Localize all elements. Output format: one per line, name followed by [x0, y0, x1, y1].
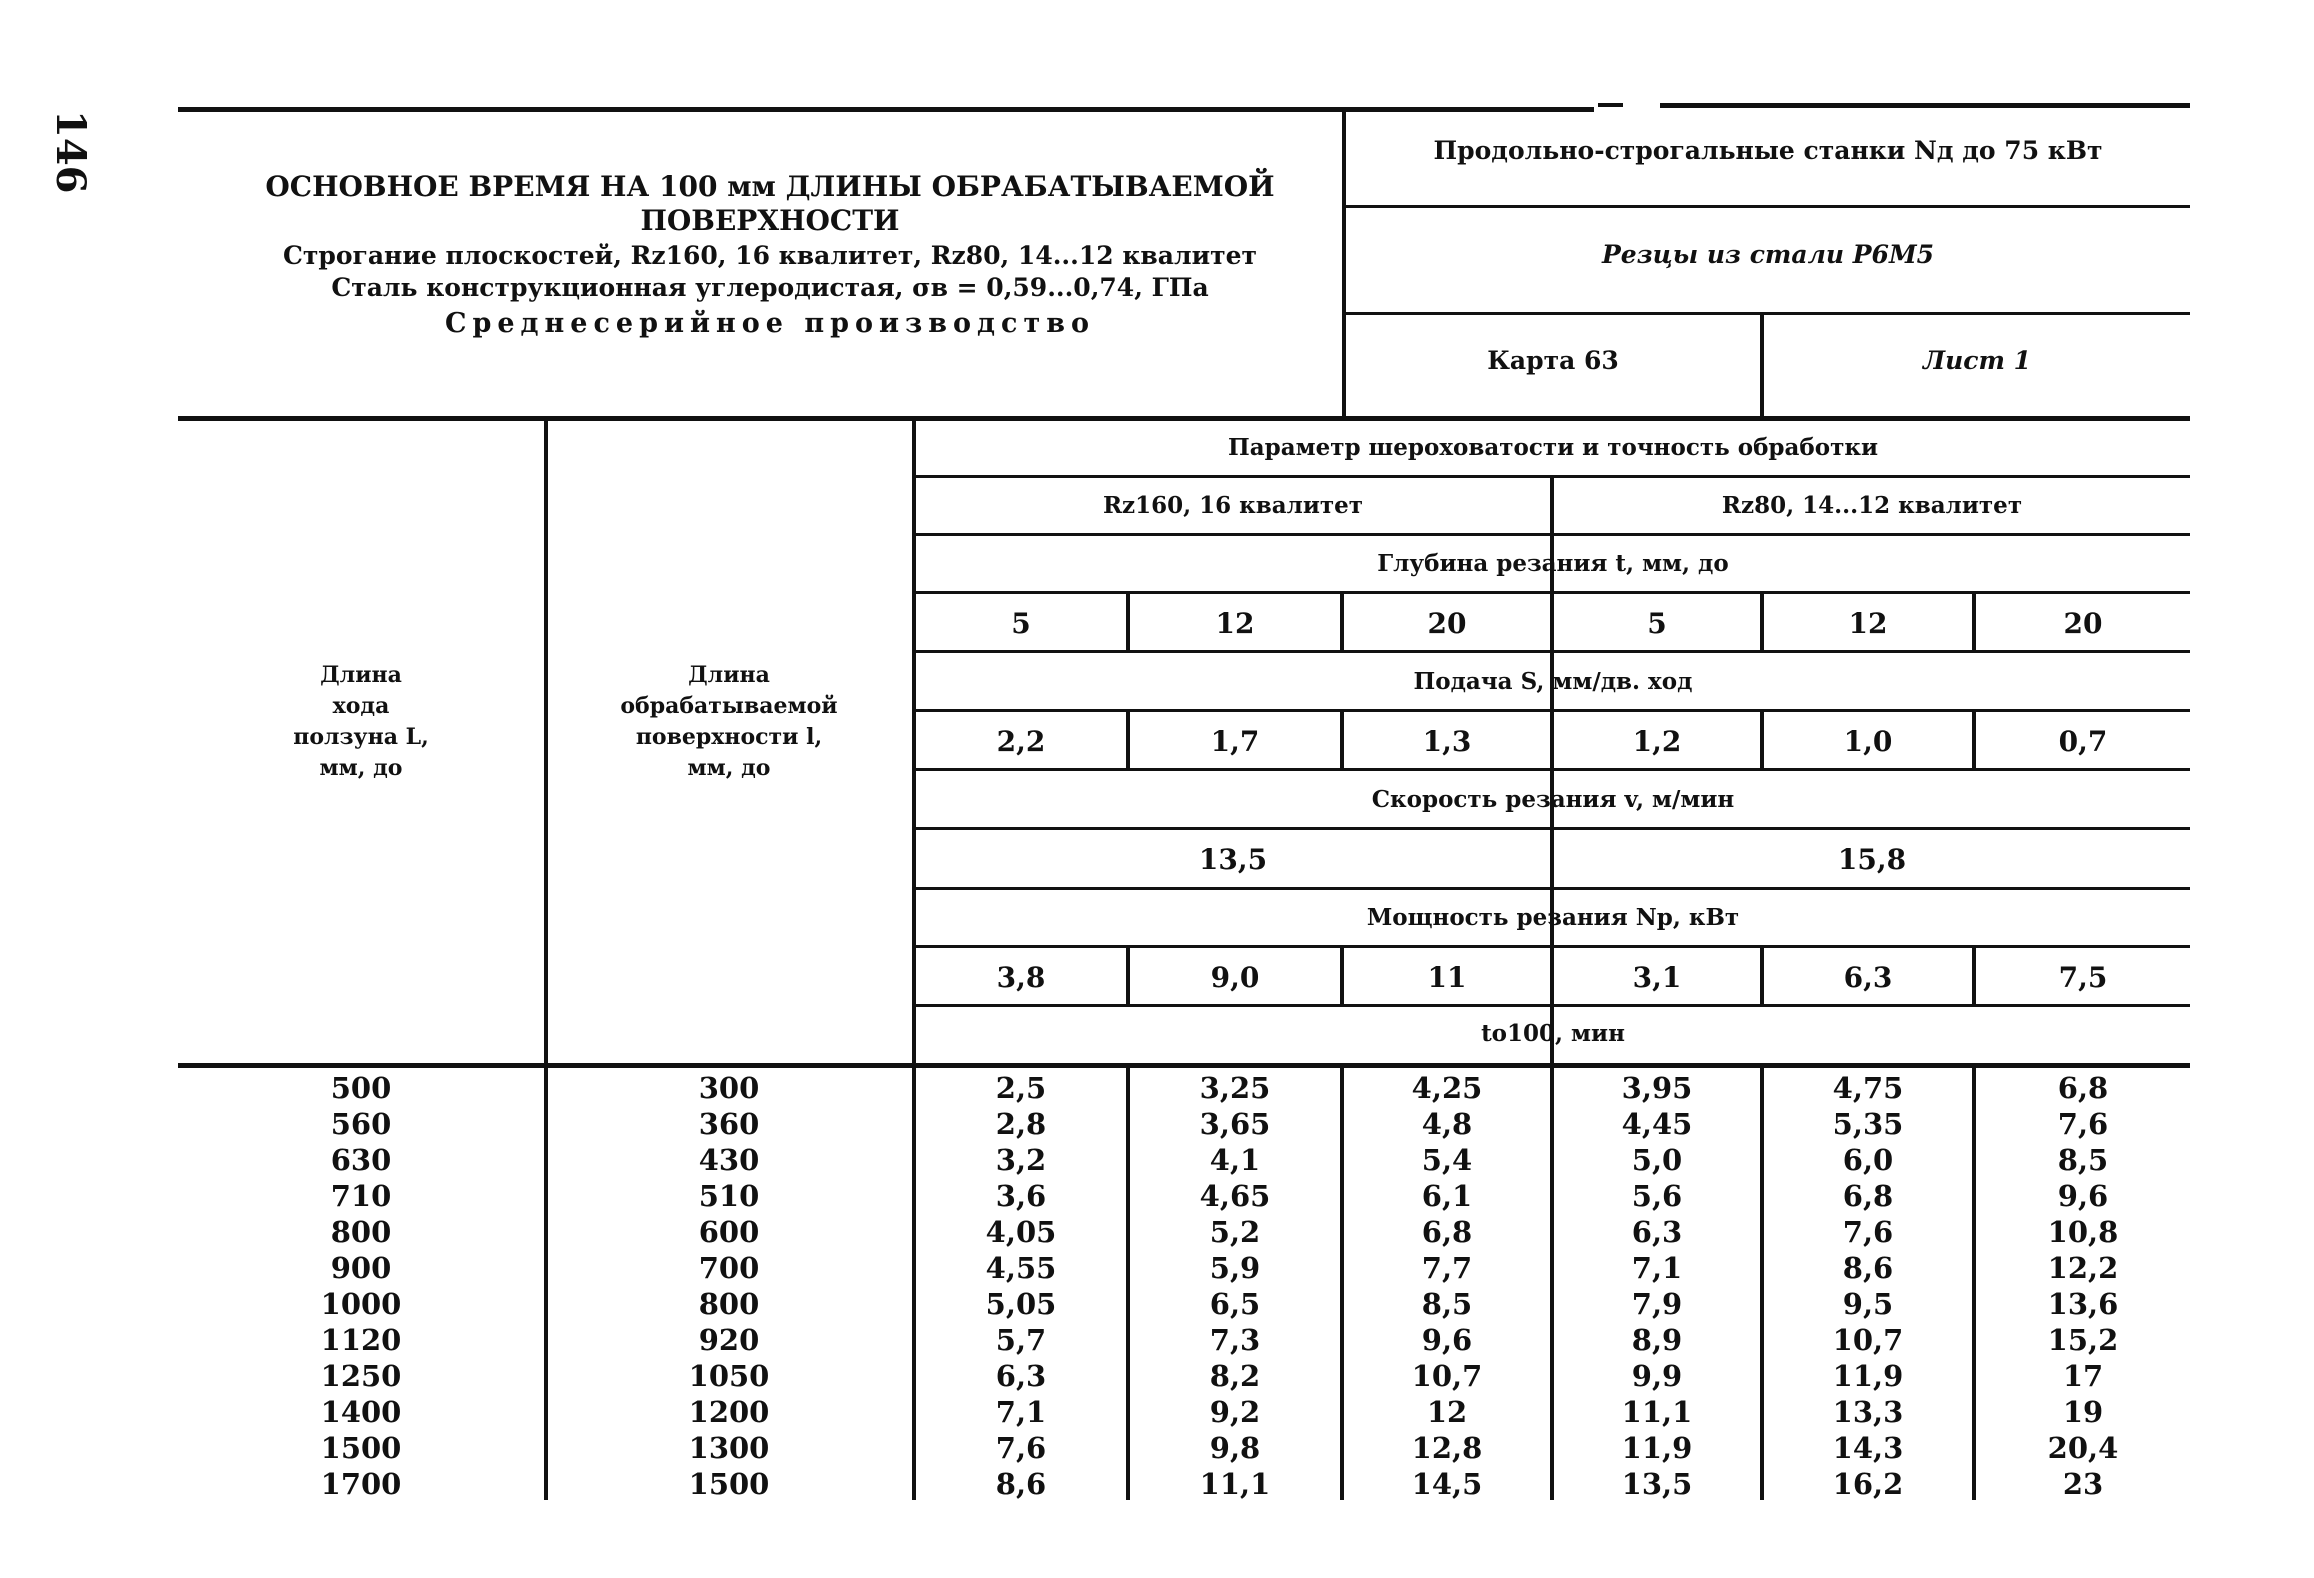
table-cell: 17	[2062, 1359, 2104, 1393]
depth-value: 20	[1427, 607, 1467, 640]
time-column-6	[1976, 1070, 2190, 1502]
page-number: 146	[47, 110, 94, 194]
table-cell: 23	[2062, 1467, 2104, 1501]
table-cell: 1200	[688, 1395, 770, 1429]
power-value: 3,1	[1632, 961, 1682, 994]
time-column-2	[1130, 1070, 1340, 1502]
power-value: 6,3	[1843, 961, 1893, 994]
table-cell: 7,1	[1631, 1251, 1683, 1285]
speed-value: 15,8	[1837, 843, 1907, 876]
table-cell: 430	[698, 1143, 760, 1177]
table-cell: 8,2	[1209, 1359, 1261, 1393]
header-rule-1	[1344, 205, 2190, 208]
table-cell: 4,55	[985, 1251, 1057, 1285]
table-cell: 1500	[688, 1467, 770, 1501]
table-cell: 11,1	[1199, 1467, 1271, 1501]
table-cell: 7,9	[1631, 1287, 1683, 1321]
table-cell: 16,2	[1832, 1467, 1904, 1501]
table-cell: 9,8	[1209, 1431, 1261, 1465]
feed-value: 1,0	[1843, 725, 1893, 758]
table-cell: 6,0	[1842, 1143, 1894, 1177]
table-cell: 800	[330, 1215, 392, 1249]
top-rule-left	[178, 107, 1594, 112]
table-cell: 900	[330, 1251, 392, 1285]
feed-value: 2,2	[996, 725, 1046, 758]
table-cell: 15,2	[2047, 1323, 2119, 1357]
table-cell: 1300	[688, 1431, 770, 1465]
table-cell: 19	[2062, 1395, 2104, 1429]
table-cell: 5,2	[1209, 1215, 1261, 1249]
table-cell: 5,9	[1209, 1251, 1261, 1285]
table-cell: 13,3	[1832, 1395, 1904, 1429]
depth-value: 5	[1011, 607, 1031, 640]
table-cell: 7,6	[1842, 1215, 1894, 1249]
roughness-group-1: Rz160, 16 квалитет	[1102, 492, 1364, 519]
table-cell: 10,7	[1411, 1359, 1483, 1393]
time-column-4	[1554, 1070, 1760, 1502]
power-value: 3,8	[996, 961, 1046, 994]
table-cell: 5,4	[1421, 1143, 1473, 1177]
speed-header: Скорость резания v, м/мин	[1371, 786, 1735, 813]
table-cell: 11,9	[1832, 1359, 1904, 1393]
table-cell: 4,75	[1832, 1071, 1904, 1105]
table-cell: 6,8	[1842, 1179, 1894, 1213]
table-cell: 3,95	[1621, 1071, 1693, 1105]
table-cell: 3,2	[995, 1143, 1047, 1177]
table-cell: 1250	[320, 1359, 402, 1393]
table-cell: 920	[698, 1323, 760, 1357]
table-cell: 3,6	[995, 1179, 1047, 1213]
sheet-number: Лист 1	[1922, 346, 2032, 375]
table-cell: 4,65	[1199, 1179, 1271, 1213]
table-cell: 10,7	[1832, 1323, 1904, 1357]
table-cell: 4,8	[1421, 1107, 1473, 1141]
table-cell: 14,5	[1411, 1467, 1483, 1501]
power-header: Мощность резания Nр, кВт	[1366, 904, 1740, 931]
time-column-5	[1764, 1070, 1972, 1502]
table-cell: 6,3	[1631, 1215, 1683, 1249]
depth-value: 12	[1848, 607, 1888, 640]
table-cell: 8,5	[2057, 1143, 2109, 1177]
table-cell: 1400	[320, 1395, 402, 1429]
table-cell: 630	[330, 1143, 392, 1177]
top-rule-gap	[1598, 103, 1623, 107]
table-cell: 5,0	[1631, 1143, 1683, 1177]
table-cell: 710	[330, 1179, 392, 1213]
feed-value: 1,3	[1422, 725, 1472, 758]
table-cell: 4,45	[1621, 1107, 1693, 1141]
table-cell: 12,2	[2047, 1251, 2119, 1285]
table-cell: 3,65	[1199, 1107, 1271, 1141]
table-cell: 600	[698, 1215, 760, 1249]
depth-value: 20	[2063, 607, 2103, 640]
table-cell: 11,1	[1621, 1395, 1693, 1429]
table-cell: 5,35	[1832, 1107, 1904, 1141]
table-cell: 4,05	[985, 1215, 1057, 1249]
table-cell: 1700	[320, 1467, 402, 1501]
stroke-length-column	[180, 1070, 542, 1502]
surface-length-column	[548, 1070, 910, 1502]
table-cell: 6,5	[1209, 1287, 1261, 1321]
table-cell: 510	[698, 1179, 760, 1213]
feed-value: 1,2	[1632, 725, 1682, 758]
title-line-1: ОСНОВНОЕ ВРЕМЯ НА 100 мм ДЛИНЫ ОБРАБАТЫВАЕМОЙ	[265, 170, 1275, 203]
header-bottom-rule	[178, 416, 2190, 421]
production-type: Среднесерийное производство	[445, 308, 1095, 339]
feed-header: Подача S, мм/дв. ход	[1413, 668, 1693, 695]
table-cell: 1000	[320, 1287, 402, 1321]
table-cell: 12	[1426, 1395, 1468, 1429]
table-cell: 5,7	[995, 1323, 1047, 1357]
table-cell: 7,6	[2057, 1107, 2109, 1141]
table-cell: 4,1	[1209, 1143, 1261, 1177]
table-cell: 700	[698, 1251, 760, 1285]
table-cell: 8,9	[1631, 1323, 1683, 1357]
table-cell: 9,6	[1421, 1323, 1473, 1357]
roughness-group-2: Rz80, 14...12 квалитет	[1721, 492, 2023, 519]
title-line-2: ПОВЕРХНОСТИ	[640, 204, 900, 237]
table-cell: 10,8	[2047, 1215, 2119, 1249]
table-cell: 9,9	[1631, 1359, 1683, 1393]
time-column-1	[916, 1070, 1126, 1502]
table-cell: 12,8	[1411, 1431, 1483, 1465]
table-cell: 1120	[320, 1323, 402, 1357]
machine-type: Продольно-строгальные станки Nд до 75 кВт	[1433, 136, 2103, 165]
table-cell: 7,6	[995, 1431, 1047, 1465]
power-value: 9,0	[1210, 961, 1260, 994]
table-cell: 5,05	[985, 1287, 1057, 1321]
col2-header: Длина обрабатываемой поверхности l, мм, до	[620, 662, 838, 781]
table-cell: 8,6	[1842, 1251, 1894, 1285]
table-cell: 560	[330, 1107, 392, 1141]
subtitle-operation: Строгание плоскостей, Rz160, 16 квалитет, Rz80, 14...12 квалитет	[282, 241, 1258, 270]
depth-value: 5	[1647, 607, 1667, 640]
table-cell: 9,2	[1209, 1395, 1261, 1429]
table-cell: 7,7	[1421, 1251, 1473, 1285]
card-number: Карта 63	[1487, 346, 1619, 375]
depth-header: Глубина резания t, мм, до	[1377, 550, 1729, 577]
table-cell: 11,9	[1621, 1431, 1693, 1465]
table-cell: 8,5	[1421, 1287, 1473, 1321]
top-rule-right	[1660, 103, 2190, 108]
table-cell: 14,3	[1832, 1431, 1904, 1465]
table-cell: 3,25	[1199, 1071, 1271, 1105]
table-cell: 13,6	[2047, 1287, 2119, 1321]
depth-value: 12	[1215, 607, 1255, 640]
table-cell: 9,6	[2057, 1179, 2109, 1213]
time-column-3	[1344, 1070, 1550, 1502]
subtitle-material: Сталь конструкционная углеродистая, σв = 0,59...0,74, ГПа	[331, 273, 1209, 302]
table-cell: 800	[698, 1287, 760, 1321]
col1-header: Длина хода ползуна L, мм, до	[293, 662, 429, 781]
table-cell: 6,8	[1421, 1215, 1473, 1249]
rule-data-start	[178, 1063, 2190, 1068]
table-cell: 8,6	[995, 1467, 1047, 1501]
table-cell: 6,3	[995, 1359, 1047, 1393]
table-cell: 4,25	[1411, 1071, 1483, 1105]
table-cell: 9,5	[1842, 1287, 1894, 1321]
table-cell: 2,5	[995, 1071, 1047, 1105]
table-cell: 300	[698, 1071, 760, 1105]
table-cell: 500	[330, 1071, 392, 1105]
table-cell: 5,6	[1631, 1179, 1683, 1213]
time-header: tо100, мин	[1481, 1020, 1625, 1047]
table-cell: 2,8	[995, 1107, 1047, 1141]
table-cell: 7,1	[995, 1395, 1047, 1429]
table-cell: 6,1	[1421, 1179, 1473, 1213]
tool-material: Резцы из стали Р6М5	[1601, 240, 1935, 269]
power-value: 7,5	[2058, 961, 2108, 994]
table-cell: 7,3	[1209, 1323, 1261, 1357]
table-cell: 20,4	[2047, 1431, 2119, 1465]
power-value: 11	[1427, 961, 1467, 994]
table-cell: 360	[698, 1107, 760, 1141]
header-rule-2	[1344, 312, 2190, 315]
roughness-header: Параметр шероховатости и точность обработки	[1228, 434, 1878, 461]
feed-value: 1,7	[1210, 725, 1260, 758]
table-cell: 1050	[688, 1359, 770, 1393]
feed-value: 0,7	[2058, 725, 2108, 758]
speed-value: 13,5	[1198, 843, 1268, 876]
table-cell: 1500	[320, 1431, 402, 1465]
table-cell: 6,8	[2057, 1071, 2109, 1105]
table-cell: 13,5	[1621, 1467, 1693, 1501]
